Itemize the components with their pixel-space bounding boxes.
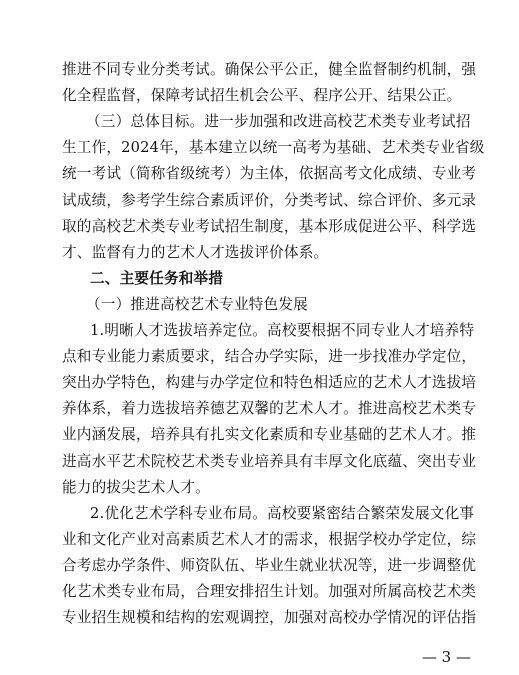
body-text-line: 统一考试（简称省级统考）为主体，依据高考文化成绩、专业考 <box>62 165 477 183</box>
section-heading: 二、主要任务和举措 <box>90 269 224 287</box>
body-text-line: 推进不同专业分类考试。确保公平公正，健全监督制约机制，强 <box>62 61 477 78</box>
body-text-line: 生工作，2024年，基本建立以统一高考为基础、艺术类专业省级 <box>62 139 485 157</box>
subsection-heading: （一）推进高校艺术专业特色发展 <box>86 295 308 313</box>
item-heading-line: 1.明晰人才选拔培养定位。高校要根据不同专业人才培养特 <box>90 322 475 339</box>
item-heading-line: 2.优化艺术学科专业布局。高校要紧密结合繁荣发展文化事 <box>90 504 475 522</box>
section-objective-line: （三）总体目标。进一步加强和改进高校艺术类专业考试招 <box>86 113 471 131</box>
body-text-line: 业内涵发展，培养具有扎实文化素质和专业基础的艺术人才。推 <box>62 426 477 444</box>
page-number: — 3 — <box>421 648 471 666</box>
body-text-line: 点和专业能力素质要求，结合办学实际，进一步找准办学定位， <box>62 348 477 366</box>
body-text-line: 取的高校艺术类专业考试招生制度，基本形成促进公平、科学选 <box>62 217 477 235</box>
body-text-line: 化艺术类专业布局，合理安排招生计划。加强对所属高校艺术类 <box>62 583 477 600</box>
body-text-line: 突出办学特色，构建与办学定位和特色相适应的艺术人才选拔培 <box>62 374 477 392</box>
body-text-line: 专业招生规模和结构的宏观调控，加强对高校办学情况的评估指 <box>62 609 477 627</box>
body-text-line: 业和文化产业对高素质艺术人才的需求，根据学校办学定位，综 <box>62 530 477 548</box>
body-text-line: 合考虑办学条件、师资队伍、毕业生就业状况等，进一步调整优 <box>62 556 477 574</box>
body-text-line: 试成绩，参考学生综合素质评价，分类考试、综合评价、多元录 <box>62 191 477 209</box>
body-text-line: 养体系，着力选拔培养德艺双馨的艺术人才。推进高校艺术类专 <box>62 400 477 418</box>
body-text-line: 能力的拔尖艺术人才。 <box>62 478 210 496</box>
body-text-line: 才、监督有力的艺术人才选拔评价体系。 <box>62 243 329 261</box>
body-text-line: 化全程监督，保障考试招生机会公平、程序公开、结果公正。 <box>62 87 462 105</box>
body-text-line: 进高水平艺术院校艺术类专业培养具有丰厚文化底蕴、突出专业 <box>62 452 477 470</box>
